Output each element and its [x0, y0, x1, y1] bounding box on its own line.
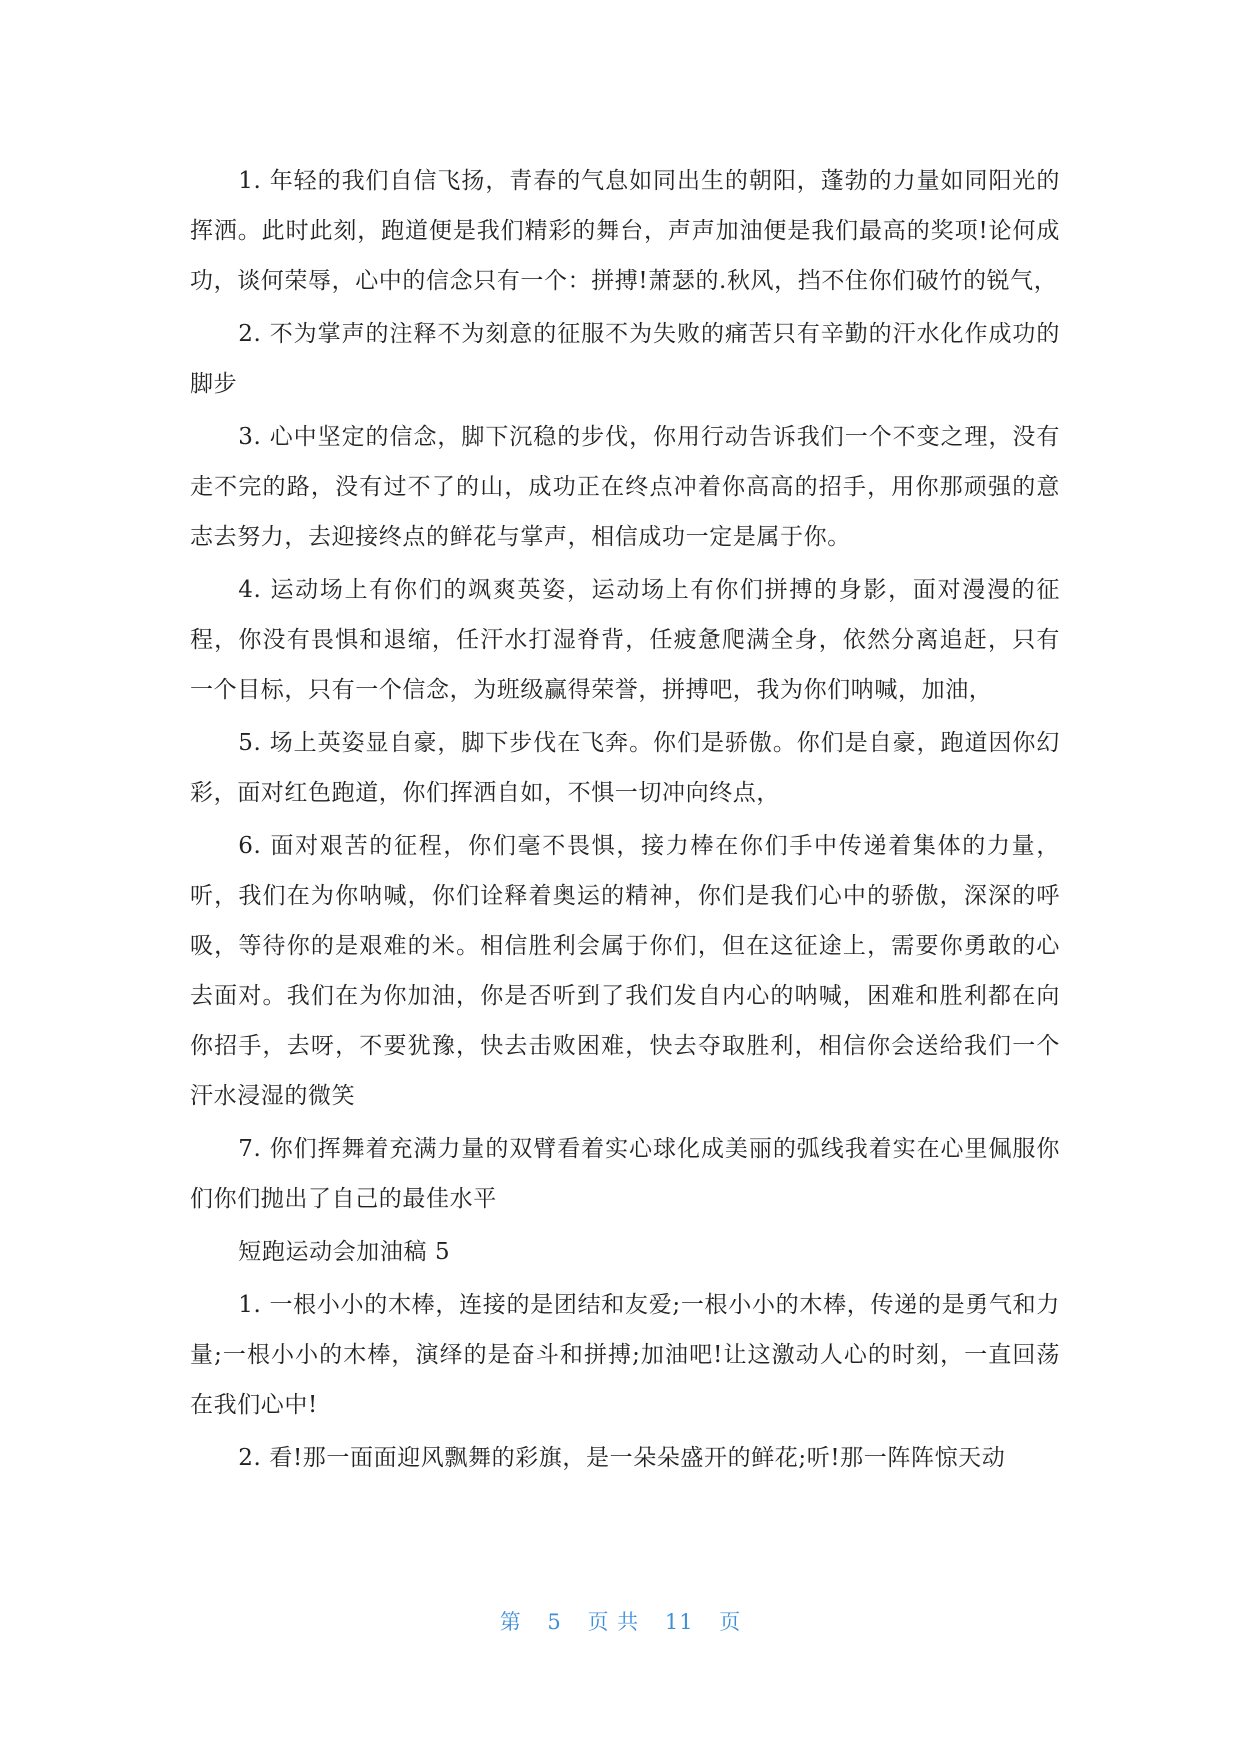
footer-total-pages: 11 — [664, 1610, 694, 1634]
footer-current-page: 5 — [547, 1610, 562, 1634]
footer-prefix: 第 — [499, 1610, 522, 1634]
footer-middle: 页 共 — [587, 1610, 640, 1634]
paragraph-2: 2. 不为掌声的注释不为刻意的征服不为失败的痛苦只有辛勤的汗水化作成功的脚步 — [190, 321, 1060, 397]
paragraph-9: 2. 看!那一面面迎风飘舞的彩旗，是一朵朵盛开的鲜花;听!那一阵阵惊天动 — [238, 1445, 1006, 1471]
paragraph-5: 5. 场上英姿显自豪，脚下步伐在飞奔。你们是骄傲。你们是自豪，跑道因你幻彩，面对红色跑道，你们挥洒自如，不惧一切冲向终点， — [190, 730, 1060, 806]
section-heading: 短跑运动会加油稿 5 — [238, 1239, 451, 1265]
paragraph-8: 1. 一根小小的木棒，连接的是团结和友爱;一根小小的木棒，传递的是勇气和力量;一根小小的木棒，演绎的是奋斗和拼搏;加油吧!让这激动人心的时刻，一直回荡在我们心中! — [190, 1292, 1060, 1418]
document-body — [190, 156, 1060, 1486]
paragraph-6: 6. 面对艰苦的征程，你们毫不畏惧，接力棒在你们手中传递着集体的力量，听，我们在为你呐喊，你们诠释着奥运的精神，你们是我们心中的骄傲，深深的呼吸，等待你的是艰难的米。相信胜利会属于你们，但在这征途上，需要你勇敢的心去面对。我们在为你加油，你是否听到了我们发自内心的呐喊，困难和胜利都在向你招手，去呀，不要犹豫，快去击败困难，快去夺取胜利，相信你会送给我们一个汗水浸湿的微笑 — [190, 833, 1060, 1109]
page-footer — [0, 1606, 1241, 1636]
paragraph-3: 3. 心中坚定的信念，脚下沉稳的步伐，你用行动告诉我们一个不变之理，没有走不完的路，没有过不了的山，成功正在终点冲着你高高的招手，用你那顽强的意志去努力，去迎接终点的鲜花与掌声，相信成功一定是属于你。 — [190, 424, 1060, 550]
footer-suffix: 页 — [719, 1610, 742, 1634]
paragraph-4: 4. 运动场上有你们的飒爽英姿，运动场上有你们拼搏的身影，面对漫漫的征程，你没有畏惧和退缩，任汗水打湿脊背，任疲惫爬满全身，依然分离追赶，只有一个目标，只有一个信念，为班级赢得荣誉，拼搏吧，我为你们呐喊，加油， — [190, 577, 1060, 703]
paragraph-1: 1. 年轻的我们自信飞扬，青春的气息如同出生的朝阳，蓬勃的力量如同阳光的挥洒。此时此刻，跑道便是我们精彩的舞台，声声加油便是我们最高的奖项!论何成功，谈何荣辱，心中的信念只有一个：拼搏!萧瑟的.秋风，挡不住你们破竹的锐气， — [190, 168, 1060, 294]
paragraph-7: 7. 你们挥舞着充满力量的双臂看着实心球化成美丽的弧线我着实在心里佩服你们你们抛出了自己的最佳水平 — [190, 1136, 1060, 1212]
